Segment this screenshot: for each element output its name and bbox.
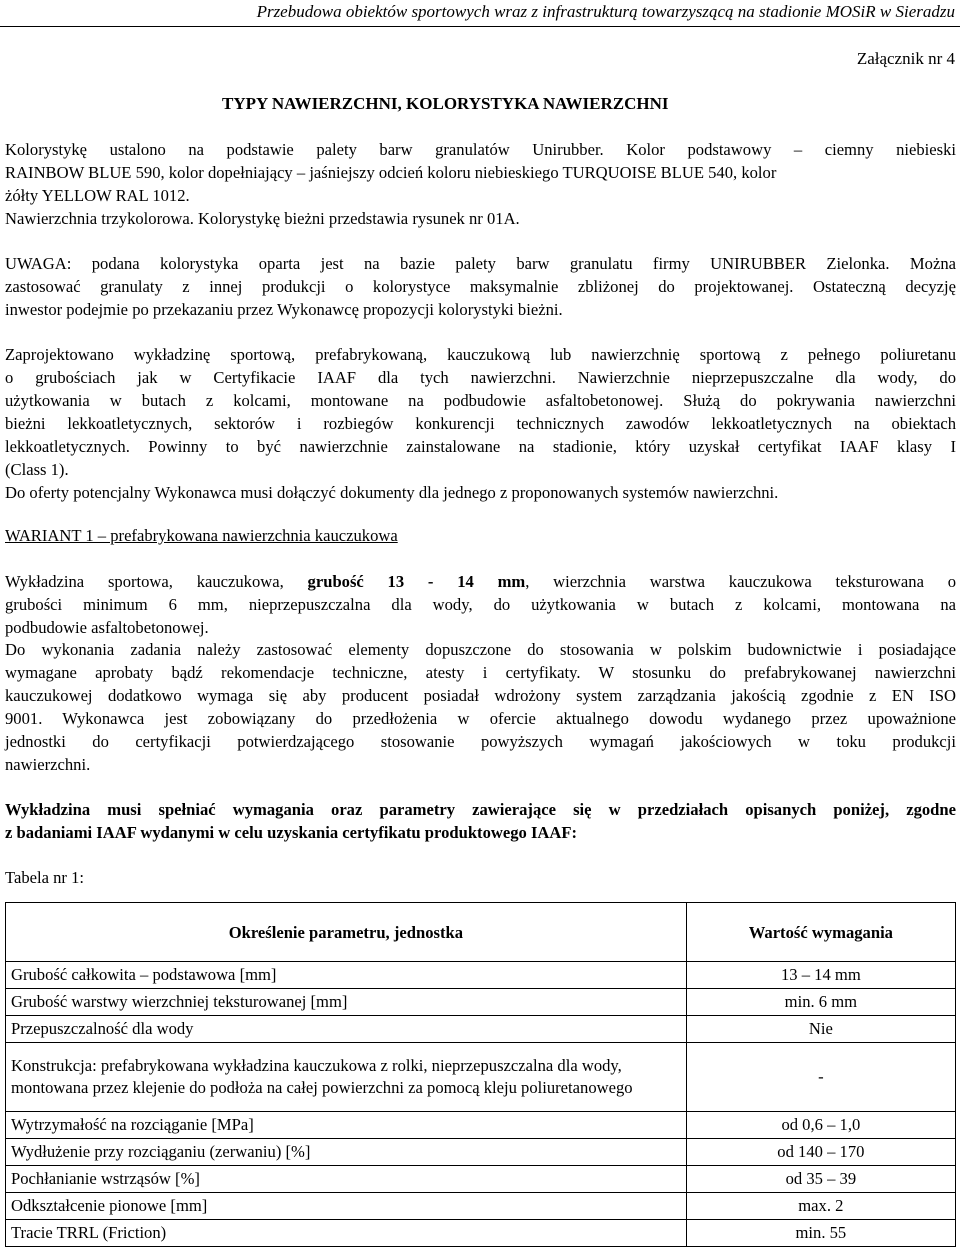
table-row	[6, 1166, 956, 1193]
table-row	[6, 962, 956, 989]
parameter-cell: Konstrukcja: prefabrykowana wykładzina kauczukowa z rolki, nieprzepuszczalna dla wody, montowana przez klejenie do podłoża na całej powierzchni za pomocą kleju poliuretanowego	[6, 1043, 687, 1112]
text-line: Do oferty potencjalny Wykonawca musi dołączyć dokumenty dla jednego z proponowanych systemów nawierzchni.	[5, 483, 779, 502]
text-line: bieżni lekkoatletycznych, sektorów i rozbiegów konkurencji technicznych zawodów lekkoatletycznych na obiektach	[5, 414, 956, 433]
table-row	[6, 989, 956, 1016]
text-line: z badaniami IAAF wydanymi w celu uzyskania certyfikatu produktowego IAAF:	[5, 823, 578, 842]
paragraph-variant-desc	[5, 570, 956, 639]
parameter-cell: Wytrzymałość na rozciąganie [MPa]	[6, 1112, 687, 1139]
value-cell: Nie	[686, 1016, 955, 1043]
text-line: Do wykonania zadania należy zastosować elementy dopuszczone do stosowania w polskim budownictwie i posiadające	[5, 640, 956, 659]
document-title: TYPY NAWIERZCHNI, KOLORYSTYKA NAWIERZCHNI	[222, 94, 669, 113]
attachment-label: Załącznik nr 4	[856, 49, 955, 68]
paragraph-note	[5, 252, 956, 321]
text-line: podbudowie asfaltobetonowej.	[5, 618, 209, 637]
value-cell: max. 2	[686, 1193, 955, 1220]
table-row	[6, 1112, 956, 1139]
parameter-cell: Odkształcenie pionowe [mm]	[6, 1193, 687, 1220]
text-line: lekkoatletycznych. Powinny to być nawierzchnie zainstalowane na stadionie, który uzyskał certyfikat IAAF klasy I	[5, 437, 956, 456]
parameter-cell: Grubość warstwy wierzchniej teksturowanej [mm]	[6, 989, 687, 1016]
table-row	[6, 1220, 956, 1247]
column-header-parameter: Określenie parametru, jednostka	[6, 903, 687, 962]
text-line: grubości minimum 6 mm, nieprzepuszczalna dla wody, do użytkowania w butach z kolcami, montowana na	[5, 595, 956, 614]
parameter-cell: Tracie TRRL (Friction)	[6, 1220, 687, 1247]
value-cell: 13 – 14 mm	[686, 962, 955, 989]
table-header-row	[6, 903, 956, 962]
table-row	[6, 1193, 956, 1220]
paragraph-colors	[5, 138, 956, 230]
text-line: żółty YELLOW RAL 1012.	[5, 186, 190, 205]
text-line: kauczukowej dodatkowo wymaga się aby producent posiadał wdrożony system zarządzania jakością zgodnie z EN ISO	[5, 686, 956, 705]
text-line: Wykładzina musi spełniać wymagania oraz parametry zawierające się w przedziałach opisanych poniżej, zgodne	[5, 800, 956, 819]
running-header: Przebudowa obiektów sportowych wraz z infrastrukturą towarzyszącą na stadionie MOSiR w Sieradzu	[0, 0, 960, 27]
value-cell: od 35 – 39	[686, 1166, 955, 1193]
text-line: RAINBOW BLUE 590, kolor dopełniający – jaśniejszy odcień koloru niebieskiego TURQUOISE BLUE 540, kolor	[5, 163, 777, 182]
text-line: inwestor podejmie po przekazaniu przez Wykonawcę propozycji kolorystyki bieżni.	[5, 300, 563, 319]
text-line: Zaprojektowano wykładzinę sportową, prefabrykowaną, kauczukową lub nawierzchnię sportową z pełnego poliuretanu	[5, 345, 956, 364]
value-cell: od 140 – 170	[686, 1139, 955, 1166]
value-cell: od 0,6 – 1,0	[686, 1112, 955, 1139]
column-header-value: Wartość wymagania	[686, 903, 955, 962]
text-line: 9001. Wykonawca jest zobowiązany do przedłożenia w ofercie aktualnego dowodu wydanego przez upoważnione	[5, 709, 956, 728]
parameter-cell: Grubość całkowita – podstawowa [mm]	[6, 962, 687, 989]
parameter-cell: Wydłużenie przy rozciąganiu (zerwaniu) [%]	[6, 1139, 687, 1166]
parameter-cell: Przepuszczalność dla wody	[6, 1016, 687, 1043]
text-line: Wykładzina sportowa, kauczukowa, grubość 13 - 14 mm, wierzchnia warstwa kauczukowa teksturowana o	[5, 572, 957, 591]
text-line: Kolorystykę ustalono na podstawie palety barw granulatów Unirubber. Kolor podstawowy – ciemny niebieski	[5, 140, 956, 159]
parameter-cell: Pochłanianie wstrząsów [%]	[6, 1166, 687, 1193]
table-row	[6, 1139, 956, 1166]
text-line: nawierzchni.	[5, 755, 91, 774]
value-cell: min. 6 mm	[686, 989, 955, 1016]
text-line: o grubościach jak w Certyfikacie IAAF dla tych nawierzchni. Nawierzchnie nieprzepuszczalne dla wody, do	[5, 368, 956, 387]
text-line: jednostki do certyfikacji potwierdzającego stosowanie powyższych wymagań jakościowych w toku produkcji	[5, 732, 956, 751]
variant-heading: WARIANT 1 – prefabrykowana nawierzchnia kauczukowa	[5, 526, 398, 545]
text-line: (Class 1).	[5, 460, 69, 479]
text-line: wymagane aprobaty bądź rekomendacje techniczne, atesty i certyfikaty. W stosunku do prefabrykowanej nawierzchni	[5, 663, 956, 682]
text-line: użytkowania w butach z kolcami, montowane na podbudowie asfaltobetonowej. Służą do pokrywania nawierzchni	[5, 391, 956, 410]
table-caption: Tabela nr 1:	[5, 868, 85, 887]
text-line: Nawierzchnia trzykolorowa. Kolorystykę bieżni przedstawia rysunek nr 01A.	[5, 209, 520, 228]
parameters-table	[5, 902, 956, 1247]
paragraph-requirements	[5, 638, 956, 776]
text-line: zastosować granulaty z innej produkcji o kolorystyce maksymalnie zbliżonej do projektowanej. Ostateczną decyzję	[5, 277, 956, 296]
text-line: UWAGA: podana kolorystyka oparta jest na bazie palety barw granulatu firmy UNIRUBBER Zielonka. Można	[5, 254, 956, 273]
value-cell: min. 55	[686, 1220, 955, 1247]
paragraph-bold-requirements	[5, 798, 956, 844]
paragraph-design	[5, 343, 956, 504]
value-cell: -	[686, 1043, 955, 1112]
table-row	[6, 1016, 956, 1043]
table-row	[6, 1043, 956, 1112]
